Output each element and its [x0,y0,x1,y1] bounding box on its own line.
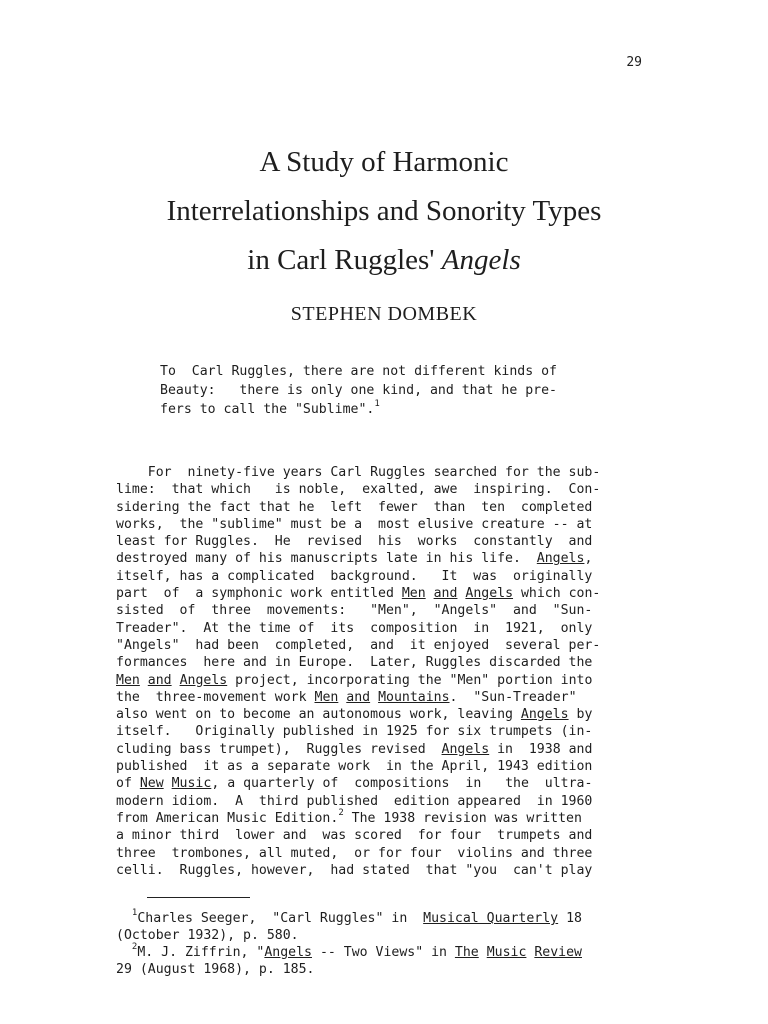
body-line: sidering the fact that he left fewer than ten completed [116,499,593,515]
text-run: The 1938 revision was written [343,810,582,826]
body-line: sisted of three movements: "Men", "Angels" and "Sun- [116,603,593,619]
body-line: lime: that which is noble, exalted, awe inspiring. Con- [116,482,601,498]
body-line: celli. Ruggles, however, had stated that "you can't play [116,862,593,878]
text-run: also went on to become an autonomous work, leaving [116,707,521,723]
epigraph [160,362,620,419]
body-paragraph [116,464,644,879]
journal-title-new: New [139,776,164,792]
author-name: STEPHEN DOMBEK [290,303,478,325]
title-line-1: A Study of Harmonic [259,146,509,178]
work-title-and: and [346,689,371,705]
work-title-men: Men [116,672,140,688]
body-line: least for Ruggles. He revised his works constantly and [116,534,593,550]
work-title-mountains: Mountains [378,689,450,705]
work-title-and: and [433,586,458,602]
text-run: project, incorporating the "Men" portion into [227,672,593,688]
epigraph-line: Beauty: there is only one kind, and that he pre- [160,383,557,398]
text-run: from American Music Edition. [116,810,339,826]
epigraph-line [160,400,620,419]
body-line [116,585,644,602]
title-italic-angels: Angels [441,244,521,276]
text-run: of [116,776,140,792]
body-line: modern idiom. A third published edition appeared in 1960 [116,793,593,809]
text-run: -- Two Views" in [312,945,455,960]
footnote-ref-1: 1 [374,399,380,409]
body-line [116,807,644,827]
work-title-men: Men [401,586,426,602]
body-line: three trombones, all muted, or for four violins and three [116,845,593,861]
text-run: , a quarterly of compositions in the ultra- [211,776,593,792]
body-line: itself. Originally published in 1925 for six trumpets (in- [116,724,593,740]
text-run: Charles Seeger, "Carl Ruggles" in [137,911,424,926]
body-line [116,706,644,723]
work-title-and: and [147,672,172,688]
body-line: itself, has a complicated background. It was originally [116,568,593,584]
footnote-2-cont: 29 (August 1968), p. 185. [116,962,315,977]
body-line: Treader". At the time of its composition in 1921, only [116,620,593,636]
work-title-angels: Angels [520,707,569,723]
text-run: , [584,551,593,567]
journal-title-music: Music [486,945,527,960]
footnote-1-cont: (October 1932), p. 580. [116,928,299,943]
text-run: M. J. Ziffrin, " [137,945,265,960]
journal-title-music: Music [171,776,212,792]
body-line: a minor third lower and was scored for four trumpets and [116,828,593,844]
work-title-men: Men [314,689,339,705]
body-line [116,775,644,792]
body-line: published it as a separate work in the April, 1943 edition [116,759,593,775]
text-run: . "Sun-Treader" [449,689,577,705]
body-line: "Angels" had been completed, and it enjoyed several per- [116,637,601,653]
text-run: 18 [558,911,582,926]
text-run: in 1938 and [489,741,593,757]
journal-title-musical-quarterly: Musical Quarterly [423,911,559,926]
footnotes [116,910,644,978]
body-line [116,672,644,689]
journal-title-review: Review [534,945,582,960]
journal-title-the: The [454,945,479,960]
text-run: which con- [513,586,601,602]
body-line: works, the "sublime" must be a most elusive creature -- at [116,516,593,532]
title-line-3 [0,236,768,285]
work-title-angels: Angels [536,551,585,567]
footnote-mark-1: 1 [131,908,138,918]
body-line [116,550,644,567]
title-line-3-prefix: in Carl Ruggles' [247,244,442,276]
body-line: formances here and in Europe. Later, Ruggles discarded the [116,655,593,671]
text-run: the three-movement work [116,689,315,705]
text-run: by [568,707,593,723]
epigraph-line: To Carl Ruggles, there are not different kinds of [160,364,557,379]
work-title-angels: Angels [264,945,312,960]
text-run: part of a symphonic work entitled [116,586,402,602]
title-line-2: Interrelationships and Sonority Types [166,195,602,227]
article-title [0,138,768,285]
work-title-angels: Angels [441,741,490,757]
page-number: 29 [626,55,642,70]
footnote-ref-2: 2 [338,807,344,818]
body-line: For ninety-five years Carl Ruggles searched for the sub- [116,465,601,480]
body-line [116,741,644,758]
work-title-angels: Angels [179,672,228,688]
footnote-divider [147,897,250,898]
text-run: cluding bass trumpet), Ruggles revised [116,741,442,757]
body-line [116,689,644,706]
work-title-angels: Angels [465,586,514,602]
footnote-2 [116,944,644,961]
footnote-1 [116,910,644,927]
footnote-mark-2: 2 [131,942,138,952]
text-run: destroyed many of his manuscripts late in his life. [116,551,537,567]
epigraph-line-text: fers to call the "Sublime". [160,402,375,417]
